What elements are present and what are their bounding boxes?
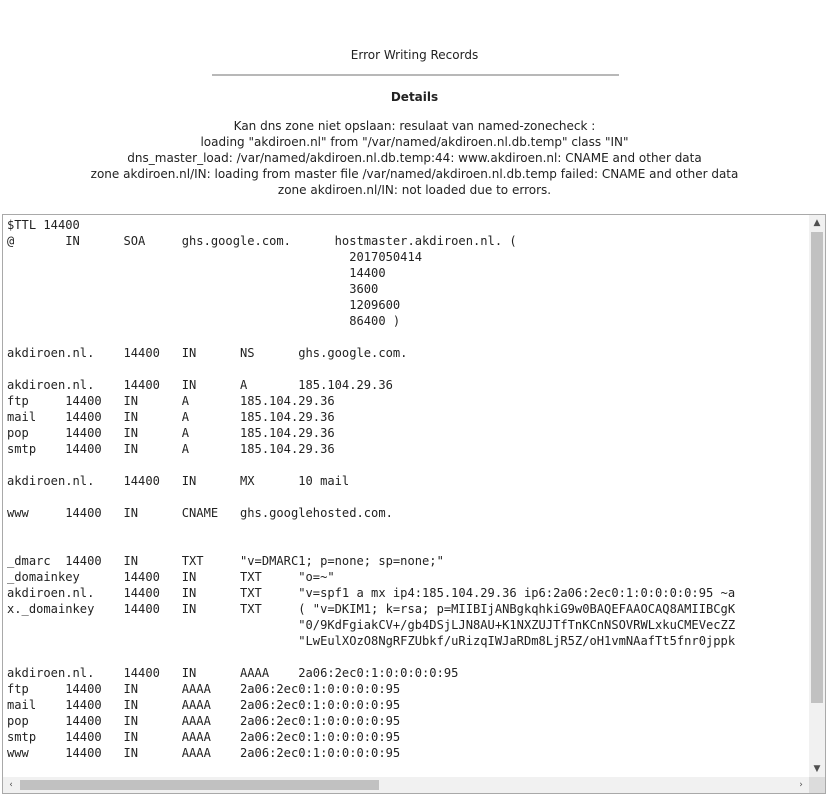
scroll-right-icon[interactable]: ›	[799, 780, 803, 790]
zone-file-line: 2017050414	[7, 250, 423, 264]
title-divider	[212, 74, 619, 76]
zone-file-line: akdiroen.nl. 14400 IN NS ghs.google.com.	[7, 346, 408, 360]
zone-file-textarea[interactable]	[2, 214, 826, 794]
error-message-line: zone akdiroen.nl/IN: not loaded due to errors.	[277, 183, 552, 197]
zone-file-line: akdiroen.nl. 14400 IN A 185.104.29.36	[7, 378, 393, 392]
zone-file-content[interactable]	[7, 217, 735, 761]
vertical-scroll-thumb[interactable]	[811, 232, 823, 703]
zone-file-line: pop 14400 IN A 185.104.29.36	[7, 426, 335, 440]
zone-file-line	[7, 457, 735, 473]
zone-file-line	[7, 521, 735, 537]
zone-file-line: akdiroen.nl. 14400 IN TXT "v=spf1 a mx ip4:185.104.29.36 ip6:2a06:2ec0:1:0:0:0:0:95 ~a	[7, 586, 736, 600]
zone-file-line: akdiroen.nl. 14400 IN AAAA 2a06:2ec0:1:0:0:0:0:95	[7, 666, 459, 680]
error-message-line: dns_master_load: /var/named/akdiroen.nl.db.temp:44: www.akdiroen.nl: CNAME and other data	[127, 151, 702, 165]
error-message	[0, 118, 829, 198]
zone-file-line	[7, 329, 735, 345]
error-message-line: loading "akdiroen.nl" from "/var/named/akdiroen.nl.db.temp" class "IN"	[200, 135, 629, 149]
zone-file-line: _dmarc 14400 IN TXT "v=DMARC1; p=none; sp=none;"	[7, 554, 444, 568]
zone-file-line	[7, 537, 735, 553]
error-message-line: Kan dns zone niet opslaan: resulaat van named-zonecheck :	[233, 119, 596, 133]
zone-file-line: @ IN SOA ghs.google.com. hostmaster.akdiroen.nl. (	[7, 234, 517, 248]
zone-file-line	[7, 489, 735, 505]
zone-file-line	[7, 361, 735, 377]
scroll-down-icon[interactable]: ▼	[813, 764, 821, 774]
zone-file-line: $TTL 14400	[7, 218, 80, 232]
zone-file-line: ftp 14400 IN AAAA 2a06:2ec0:1:0:0:0:0:95	[7, 682, 401, 696]
scrollbar-corner	[809, 777, 825, 793]
zone-file-line: mail 14400 IN AAAA 2a06:2ec0:1:0:0:0:0:95	[7, 698, 401, 712]
zone-file-line: _domainkey 14400 IN TXT "o=~"	[7, 570, 335, 584]
zone-file-line: smtp 14400 IN AAAA 2a06:2ec0:1:0:0:0:0:95	[7, 730, 401, 744]
scroll-left-icon[interactable]: ‹	[9, 780, 13, 790]
horizontal-scroll-thumb[interactable]	[20, 780, 379, 790]
zone-file-line: ftp 14400 IN A 185.104.29.36	[7, 394, 335, 408]
zone-file-line: 3600	[7, 282, 379, 296]
zone-file-line: mail 14400 IN A 185.104.29.36	[7, 410, 335, 424]
zone-file-line: 86400 )	[7, 314, 401, 328]
scroll-up-icon[interactable]: ▲	[813, 218, 821, 228]
zone-file-line: "LwEulXOzO8NgRFZUbkf/uRizqIWJaRDm8LjR5Z/oH1vmNAafTt5fnr0jppk	[7, 634, 736, 648]
zone-file-line: 14400	[7, 266, 386, 280]
zone-file-line: smtp 14400 IN A 185.104.29.36	[7, 442, 335, 456]
zone-file-line: www 14400 IN AAAA 2a06:2ec0:1:0:0:0:0:95	[7, 746, 401, 760]
zone-file-line: 1209600	[7, 298, 401, 312]
horizontal-scrollbar[interactable]	[3, 777, 809, 793]
zone-file-line: x._domainkey 14400 IN TXT ( "v=DKIM1; k=rsa; p=MIIBIjANBgkqhkiG9w0BAQEFAAOCAQ8AMIIBCgK	[7, 602, 736, 616]
zone-file-line: akdiroen.nl. 14400 IN MX 10 mail	[7, 474, 350, 488]
page-title: Error Writing Records	[350, 48, 479, 62]
zone-file-line: "0/9KdFgiakCV+/gb4DSjLJN8AU+K1NXZUJTfTnKCnNSOVRWLxkuCMEVecZZ	[7, 618, 736, 632]
zone-file-line: pop 14400 IN AAAA 2a06:2ec0:1:0:0:0:0:95	[7, 714, 401, 728]
vertical-scrollbar[interactable]	[809, 215, 825, 777]
error-message-line: zone akdiroen.nl/IN: loading from master file /var/named/akdiroen.nl.db.temp failed: CNAME and other data	[90, 167, 739, 181]
zone-file-line: www 14400 IN CNAME ghs.googlehosted.com.	[7, 506, 393, 520]
details-heading: Details	[390, 90, 439, 104]
zone-file-line	[7, 649, 735, 665]
